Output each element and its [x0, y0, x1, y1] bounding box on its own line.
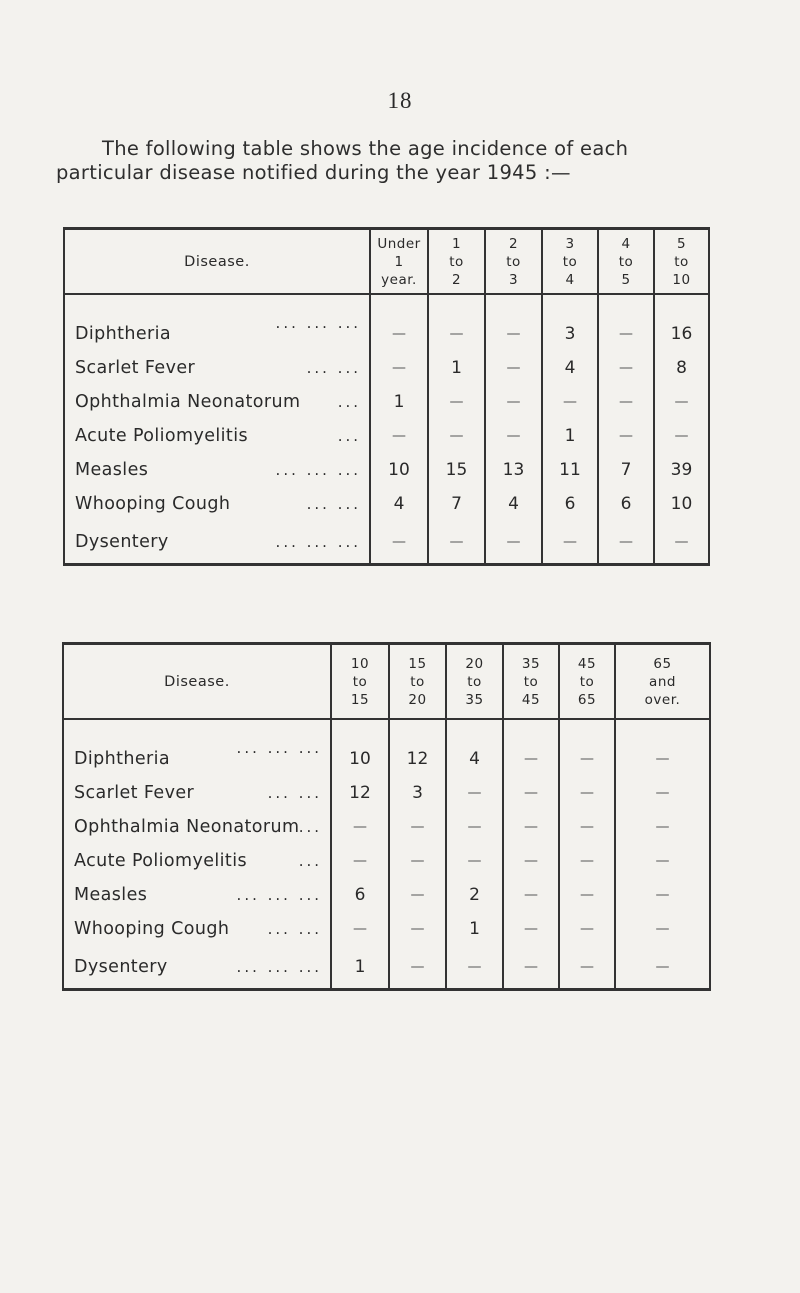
leader-dots: ... ...: [306, 359, 361, 377]
value-cell: —: [598, 385, 654, 419]
leader-dots: ...: [337, 393, 361, 411]
table-row: [64, 487, 709, 521]
value-cell: 39: [654, 453, 709, 487]
disease-name: Scarlet Fever: [75, 358, 196, 378]
value-cell: 6: [331, 878, 389, 912]
value-cell: 7: [598, 453, 654, 487]
value-cell: —: [654, 521, 709, 565]
disease-name: Acute Poliomyelitis: [75, 426, 248, 446]
disease-name-cell: [63, 719, 331, 776]
value-cell: —: [559, 810, 615, 844]
value-cell: 11: [542, 453, 598, 487]
disease-name-cell: [63, 776, 331, 810]
value-cell: 3: [389, 776, 446, 810]
age-column-header: 65 and over.: [615, 644, 710, 720]
disease-name: Diphtheria: [75, 324, 172, 344]
value-cell: 16: [654, 294, 709, 351]
value-cell: —: [559, 878, 615, 912]
disease-name-cell: [64, 487, 370, 521]
value-cell: 2: [446, 878, 503, 912]
table-row: [63, 719, 710, 776]
value-cell: —: [503, 719, 559, 776]
value-cell: —: [615, 912, 710, 946]
leader-dots: ... ... ...: [236, 886, 322, 904]
leader-dots: ... ...: [306, 495, 361, 513]
table-row: [64, 294, 709, 351]
disease-name-cell: [64, 294, 370, 351]
age-column-header: 20 to 35: [446, 644, 503, 720]
table-row: [63, 878, 710, 912]
value-cell: —: [503, 844, 559, 878]
table-row: [64, 453, 709, 487]
value-cell: —: [503, 776, 559, 810]
value-cell: 1: [446, 912, 503, 946]
table-row: [64, 521, 709, 565]
intro-line-2: particular disease notified during the year 1945 :—: [56, 161, 571, 184]
disease-name: Scarlet Fever: [74, 783, 195, 803]
table-row: [63, 912, 710, 946]
value-cell: —: [370, 419, 428, 453]
disease-name-cell: [64, 385, 370, 419]
disease-name-cell: [63, 810, 331, 844]
age-column-header: 4 to 5: [598, 229, 654, 295]
value-cell: —: [485, 385, 542, 419]
disease-name-cell: [64, 521, 370, 565]
leader-dots: ... ...: [267, 784, 322, 802]
disease-name: Measles: [75, 460, 149, 480]
value-cell: —: [598, 294, 654, 351]
value-cell: —: [428, 294, 485, 351]
disease-name: Measles: [74, 885, 148, 905]
value-cell: —: [503, 946, 559, 990]
age-column-header: 35 to 45: [503, 644, 559, 720]
value-cell: —: [389, 946, 446, 990]
value-cell: —: [615, 878, 710, 912]
leader-dots: ... ... ...: [275, 461, 361, 479]
table-row: [64, 419, 709, 453]
age-column-header: 2 to 3: [485, 229, 542, 295]
leader-dots: ... ... ...: [236, 958, 322, 976]
value-cell: —: [331, 844, 389, 878]
disease-name-cell: [64, 453, 370, 487]
disease-name: Whooping Cough: [75, 494, 231, 514]
value-cell: 13: [485, 453, 542, 487]
value-cell: —: [389, 912, 446, 946]
disease-column-header: Disease.: [64, 229, 370, 295]
value-cell: 3: [542, 294, 598, 351]
value-cell: —: [331, 912, 389, 946]
value-cell: —: [598, 419, 654, 453]
value-cell: —: [503, 912, 559, 946]
value-cell: 4: [542, 351, 598, 385]
age-column-header: Under 1 year.: [370, 229, 428, 295]
age-column-header: 1 to 2: [428, 229, 485, 295]
disease-name: Ophthalmia Neonatorum: [75, 392, 301, 412]
intro-line-1: The following table shows the age incidence of each: [102, 137, 629, 160]
disease-name: Dysentery: [74, 957, 168, 977]
age-incidence-table-young: [63, 227, 710, 566]
leader-dots: ...: [298, 818, 322, 836]
value-cell: 4: [485, 487, 542, 521]
value-cell: —: [559, 912, 615, 946]
value-cell: 10: [654, 487, 709, 521]
value-cell: —: [446, 844, 503, 878]
table-row: [63, 810, 710, 844]
value-cell: 1: [542, 419, 598, 453]
leader-dots: ... ... ...: [275, 533, 361, 551]
leader-dots: ... ...: [267, 920, 322, 938]
value-cell: —: [389, 844, 446, 878]
table-row: [64, 351, 709, 385]
value-cell: —: [542, 521, 598, 565]
value-cell: —: [389, 878, 446, 912]
value-cell: —: [370, 351, 428, 385]
disease-name-cell: [63, 946, 331, 990]
disease-name: Dysentery: [75, 532, 169, 552]
table-header-row: [63, 644, 710, 720]
table-row: [63, 776, 710, 810]
value-cell: —: [615, 776, 710, 810]
value-cell: —: [370, 294, 428, 351]
page-number: 18: [387, 88, 413, 113]
value-cell: —: [331, 810, 389, 844]
disease-name: Ophthalmia Neonatorum: [74, 817, 300, 837]
table-row: [63, 844, 710, 878]
disease-name-cell: [64, 351, 370, 385]
table-header-row: [64, 229, 709, 295]
value-cell: —: [598, 351, 654, 385]
age-column-header: 15 to 20: [389, 644, 446, 720]
value-cell: —: [485, 294, 542, 351]
value-cell: 6: [598, 487, 654, 521]
table-row: [64, 385, 709, 419]
value-cell: —: [446, 946, 503, 990]
value-cell: —: [654, 419, 709, 453]
value-cell: —: [615, 810, 710, 844]
value-cell: —: [503, 878, 559, 912]
value-cell: —: [428, 385, 485, 419]
value-cell: —: [428, 419, 485, 453]
value-cell: —: [503, 810, 559, 844]
value-cell: —: [598, 521, 654, 565]
disease-name: Diphtheria: [74, 749, 171, 769]
value-cell: 7: [428, 487, 485, 521]
age-column-header: 45 to 65: [559, 644, 615, 720]
disease-name: Acute Poliomyelitis: [74, 851, 247, 871]
disease-name-cell: [63, 912, 331, 946]
value-cell: —: [446, 776, 503, 810]
value-cell: —: [559, 844, 615, 878]
value-cell: —: [428, 521, 485, 565]
age-incidence-table-older: [62, 642, 711, 991]
disease-name-cell: [63, 844, 331, 878]
value-cell: 12: [331, 776, 389, 810]
disease-name: Whooping Cough: [74, 919, 230, 939]
table-row: [63, 946, 710, 990]
value-cell: 4: [370, 487, 428, 521]
value-cell: —: [615, 719, 710, 776]
value-cell: —: [446, 810, 503, 844]
value-cell: —: [485, 351, 542, 385]
leader-dots: ...: [298, 852, 322, 870]
value-cell: —: [370, 521, 428, 565]
leader-dots: ... ... ...: [236, 739, 322, 757]
value-cell: —: [615, 844, 710, 878]
intro-paragraph: [56, 137, 746, 185]
value-cell: 4: [446, 719, 503, 776]
value-cell: 10: [331, 719, 389, 776]
value-cell: —: [559, 946, 615, 990]
value-cell: —: [485, 419, 542, 453]
value-cell: —: [389, 810, 446, 844]
value-cell: 1: [331, 946, 389, 990]
disease-name-cell: [64, 419, 370, 453]
value-cell: —: [485, 521, 542, 565]
value-cell: —: [615, 946, 710, 990]
disease-column-header: Disease.: [63, 644, 331, 720]
age-column-header: 3 to 4: [542, 229, 598, 295]
value-cell: 12: [389, 719, 446, 776]
value-cell: 15: [428, 453, 485, 487]
value-cell: —: [559, 719, 615, 776]
disease-name-cell: [63, 878, 331, 912]
value-cell: 8: [654, 351, 709, 385]
age-column-header: 10 to 15: [331, 644, 389, 720]
leader-dots: ...: [337, 427, 361, 445]
leader-dots: ... ... ...: [275, 314, 361, 332]
value-cell: 6: [542, 487, 598, 521]
value-cell: 10: [370, 453, 428, 487]
value-cell: —: [542, 385, 598, 419]
value-cell: —: [654, 385, 709, 419]
value-cell: —: [559, 776, 615, 810]
value-cell: 1: [370, 385, 428, 419]
value-cell: 1: [428, 351, 485, 385]
age-column-header: 5 to 10: [654, 229, 709, 295]
